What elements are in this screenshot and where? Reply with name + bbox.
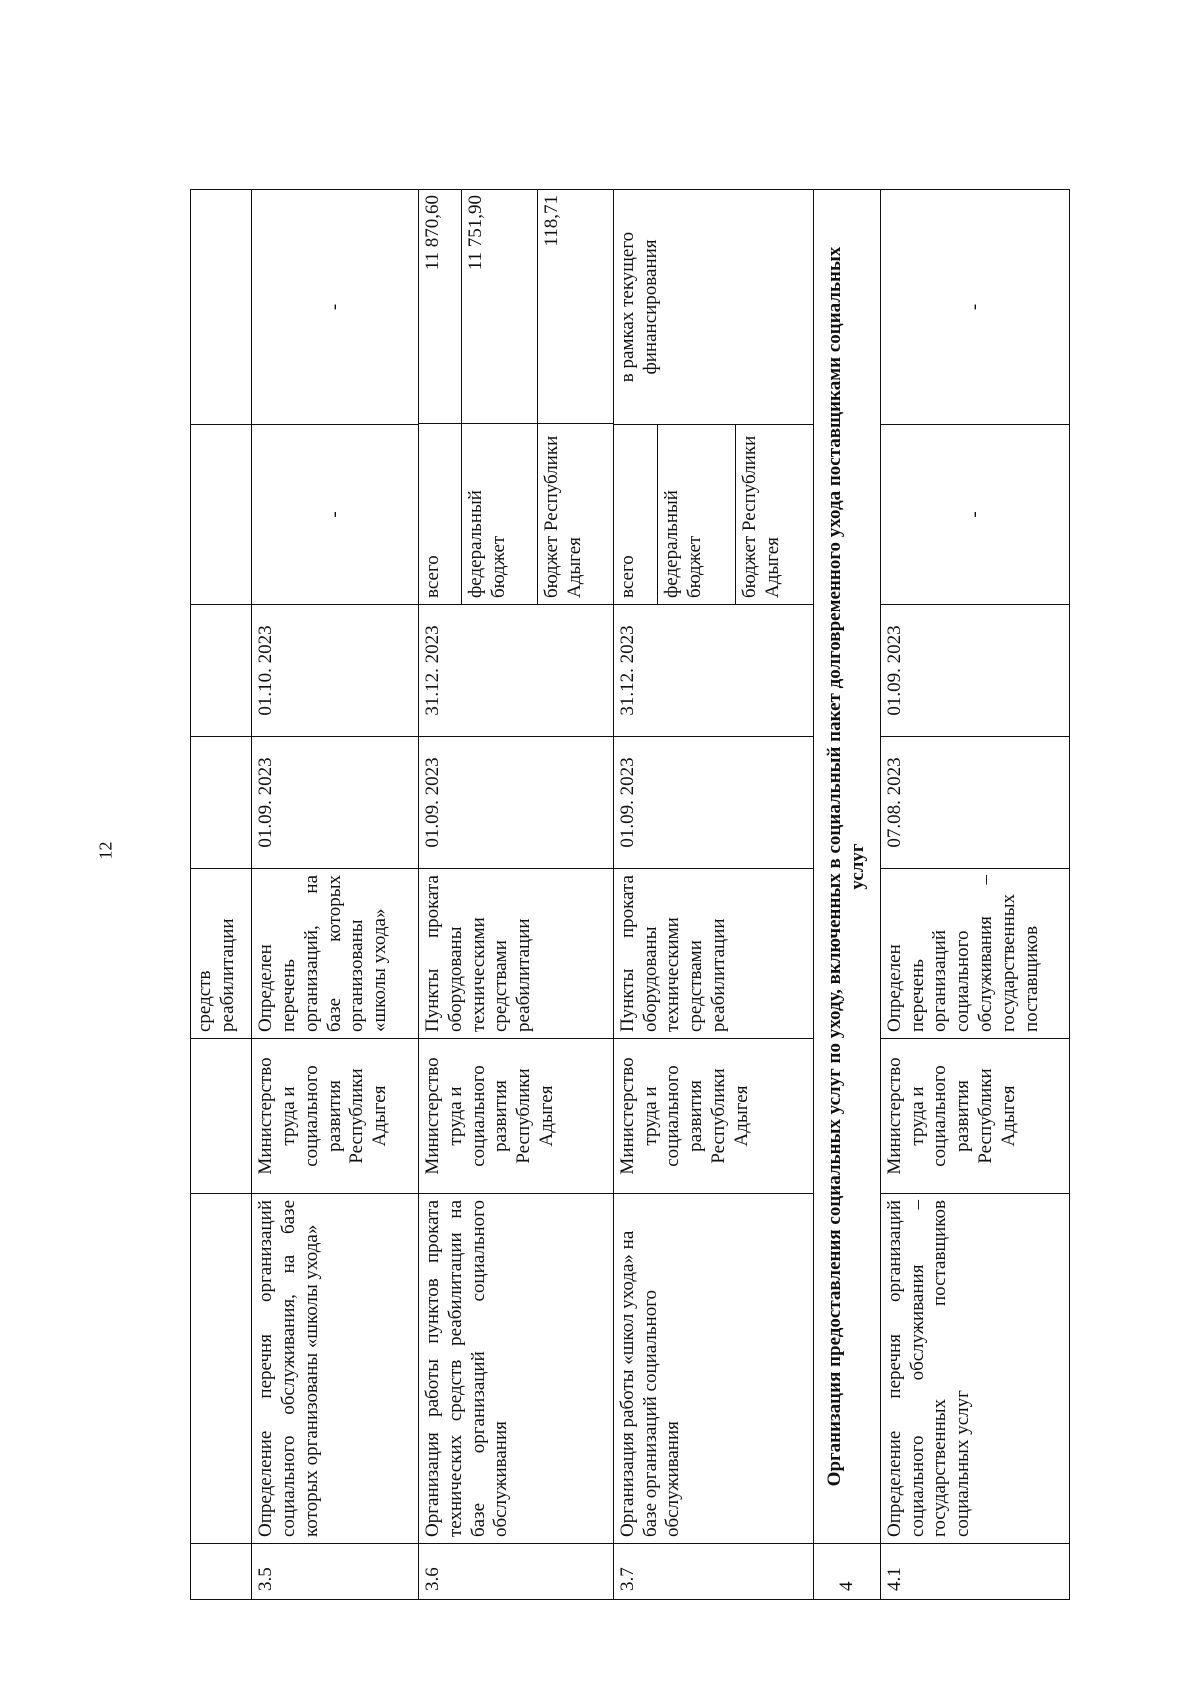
funding-amount: 118,71 <box>540 195 562 247</box>
cell-num: 4.1 <box>880 1544 1069 1600</box>
cell-source: - <box>880 425 1069 605</box>
funding-source: бюджет Республики Адыгея <box>739 435 783 598</box>
cell-end: 01.10. 2023 <box>252 605 419 737</box>
cell-num: 3.6 <box>419 1544 614 1600</box>
cell-result: Пункты проката оборудованы техническими средствами реабилитации <box>613 869 813 1039</box>
funding-row <box>657 425 735 604</box>
cell-start: 07.08. 2023 <box>880 737 1069 869</box>
funding-row <box>419 190 461 605</box>
cell-num <box>191 1544 252 1600</box>
cell-amount: в рамках текущего финансирования <box>613 190 813 425</box>
cell-end <box>191 605 252 737</box>
cell-source: - <box>252 425 419 605</box>
funding-source: федеральный бюджет <box>657 425 735 604</box>
funding-source: федеральный бюджет <box>461 424 537 604</box>
funding-row <box>614 425 658 604</box>
cell-result: Определен перечень организаций социального обслуживания – государственных поставщиков <box>880 869 1069 1039</box>
cell-name: Организация работы пунктов проката технических средств реабилитации на базе организаций социального обслуживания <box>419 1194 614 1544</box>
cell-name: Определение перечня организаций социального обслуживания, на базе которых организованы «школы ухода» <box>252 1194 419 1544</box>
table-row-3-5 <box>252 190 419 1600</box>
cell-result: Пункты проката оборудованы техническими средствами реабилитации <box>419 869 614 1039</box>
cell-num: 3.5 <box>252 1544 419 1600</box>
cell-end: 31.12. 2023 <box>419 605 614 737</box>
cell-name: Определение перечня организаций социального обслуживания – государственных поставщиков социальных услуг <box>880 1194 1069 1544</box>
funding-row <box>537 190 612 605</box>
cell-executor: Министерство труда и социального развития Республики Адыгея <box>880 1039 1069 1194</box>
cell-start: 01.09. 2023 <box>252 737 419 869</box>
table-row-section-4 <box>814 190 881 1600</box>
funding-table <box>419 190 613 605</box>
rotated-table-sheet <box>190 190 1070 1600</box>
funding-sources-block <box>613 425 813 605</box>
cell-num: 4 <box>814 1544 881 1600</box>
cell-amount: - <box>880 190 1069 425</box>
funding-source: бюджет Республики Адыгея <box>537 424 612 604</box>
cell-name <box>191 1194 252 1544</box>
cell-start: 01.09. 2023 <box>613 737 813 869</box>
cell-executor <box>191 1039 252 1194</box>
table-row-3-6 <box>419 190 614 1600</box>
cell-end: 31.12. 2023 <box>613 605 813 737</box>
cell-amount <box>191 190 252 425</box>
cell-result: Определен перечень организаций, на базе которых организованы «школы ухода» <box>252 869 419 1039</box>
cell-start: 01.09. 2023 <box>419 737 614 869</box>
cell-source <box>191 425 252 605</box>
funding-source: всего <box>614 425 658 604</box>
cell-name: Организация работы «школ ухода» на базе организаций социального обслуживания <box>613 1194 813 1544</box>
funding-row <box>461 190 537 605</box>
cell-executor: Министерство труда и социального развития Республики Адыгея <box>613 1039 813 1194</box>
funding-sources-table <box>614 425 813 604</box>
cell-executor: Министерство труда и социального развития Республики Адыгея <box>252 1039 419 1194</box>
page-number: 12 <box>95 841 116 860</box>
funding-amount: 11 751,90 <box>461 190 537 425</box>
funding-amount: 11 870,60 <box>419 190 461 425</box>
funding-block <box>419 190 614 605</box>
funding-source: всего <box>419 424 461 604</box>
cell-start <box>191 737 252 869</box>
section-title: Организация предоставления социальных услуг по уходу, включенных в социальный пакет долговременного ухода поставщиками социальных услуг <box>814 190 881 1544</box>
cell-end: 01.09. 2023 <box>880 605 1069 737</box>
funding-row <box>736 425 813 604</box>
cell-executor: Министерство труда и социального развития Республики Адыгея <box>419 1039 614 1194</box>
cell-num: 3.7 <box>613 1544 813 1600</box>
table-row-4-1 <box>880 190 1069 1600</box>
table-row-continuation <box>191 190 252 1600</box>
plan-table <box>190 189 1070 1600</box>
cell-result: средств реабилитации <box>191 869 252 1039</box>
cell-amount: - <box>252 190 419 425</box>
table-row-3-7 <box>613 190 813 1600</box>
